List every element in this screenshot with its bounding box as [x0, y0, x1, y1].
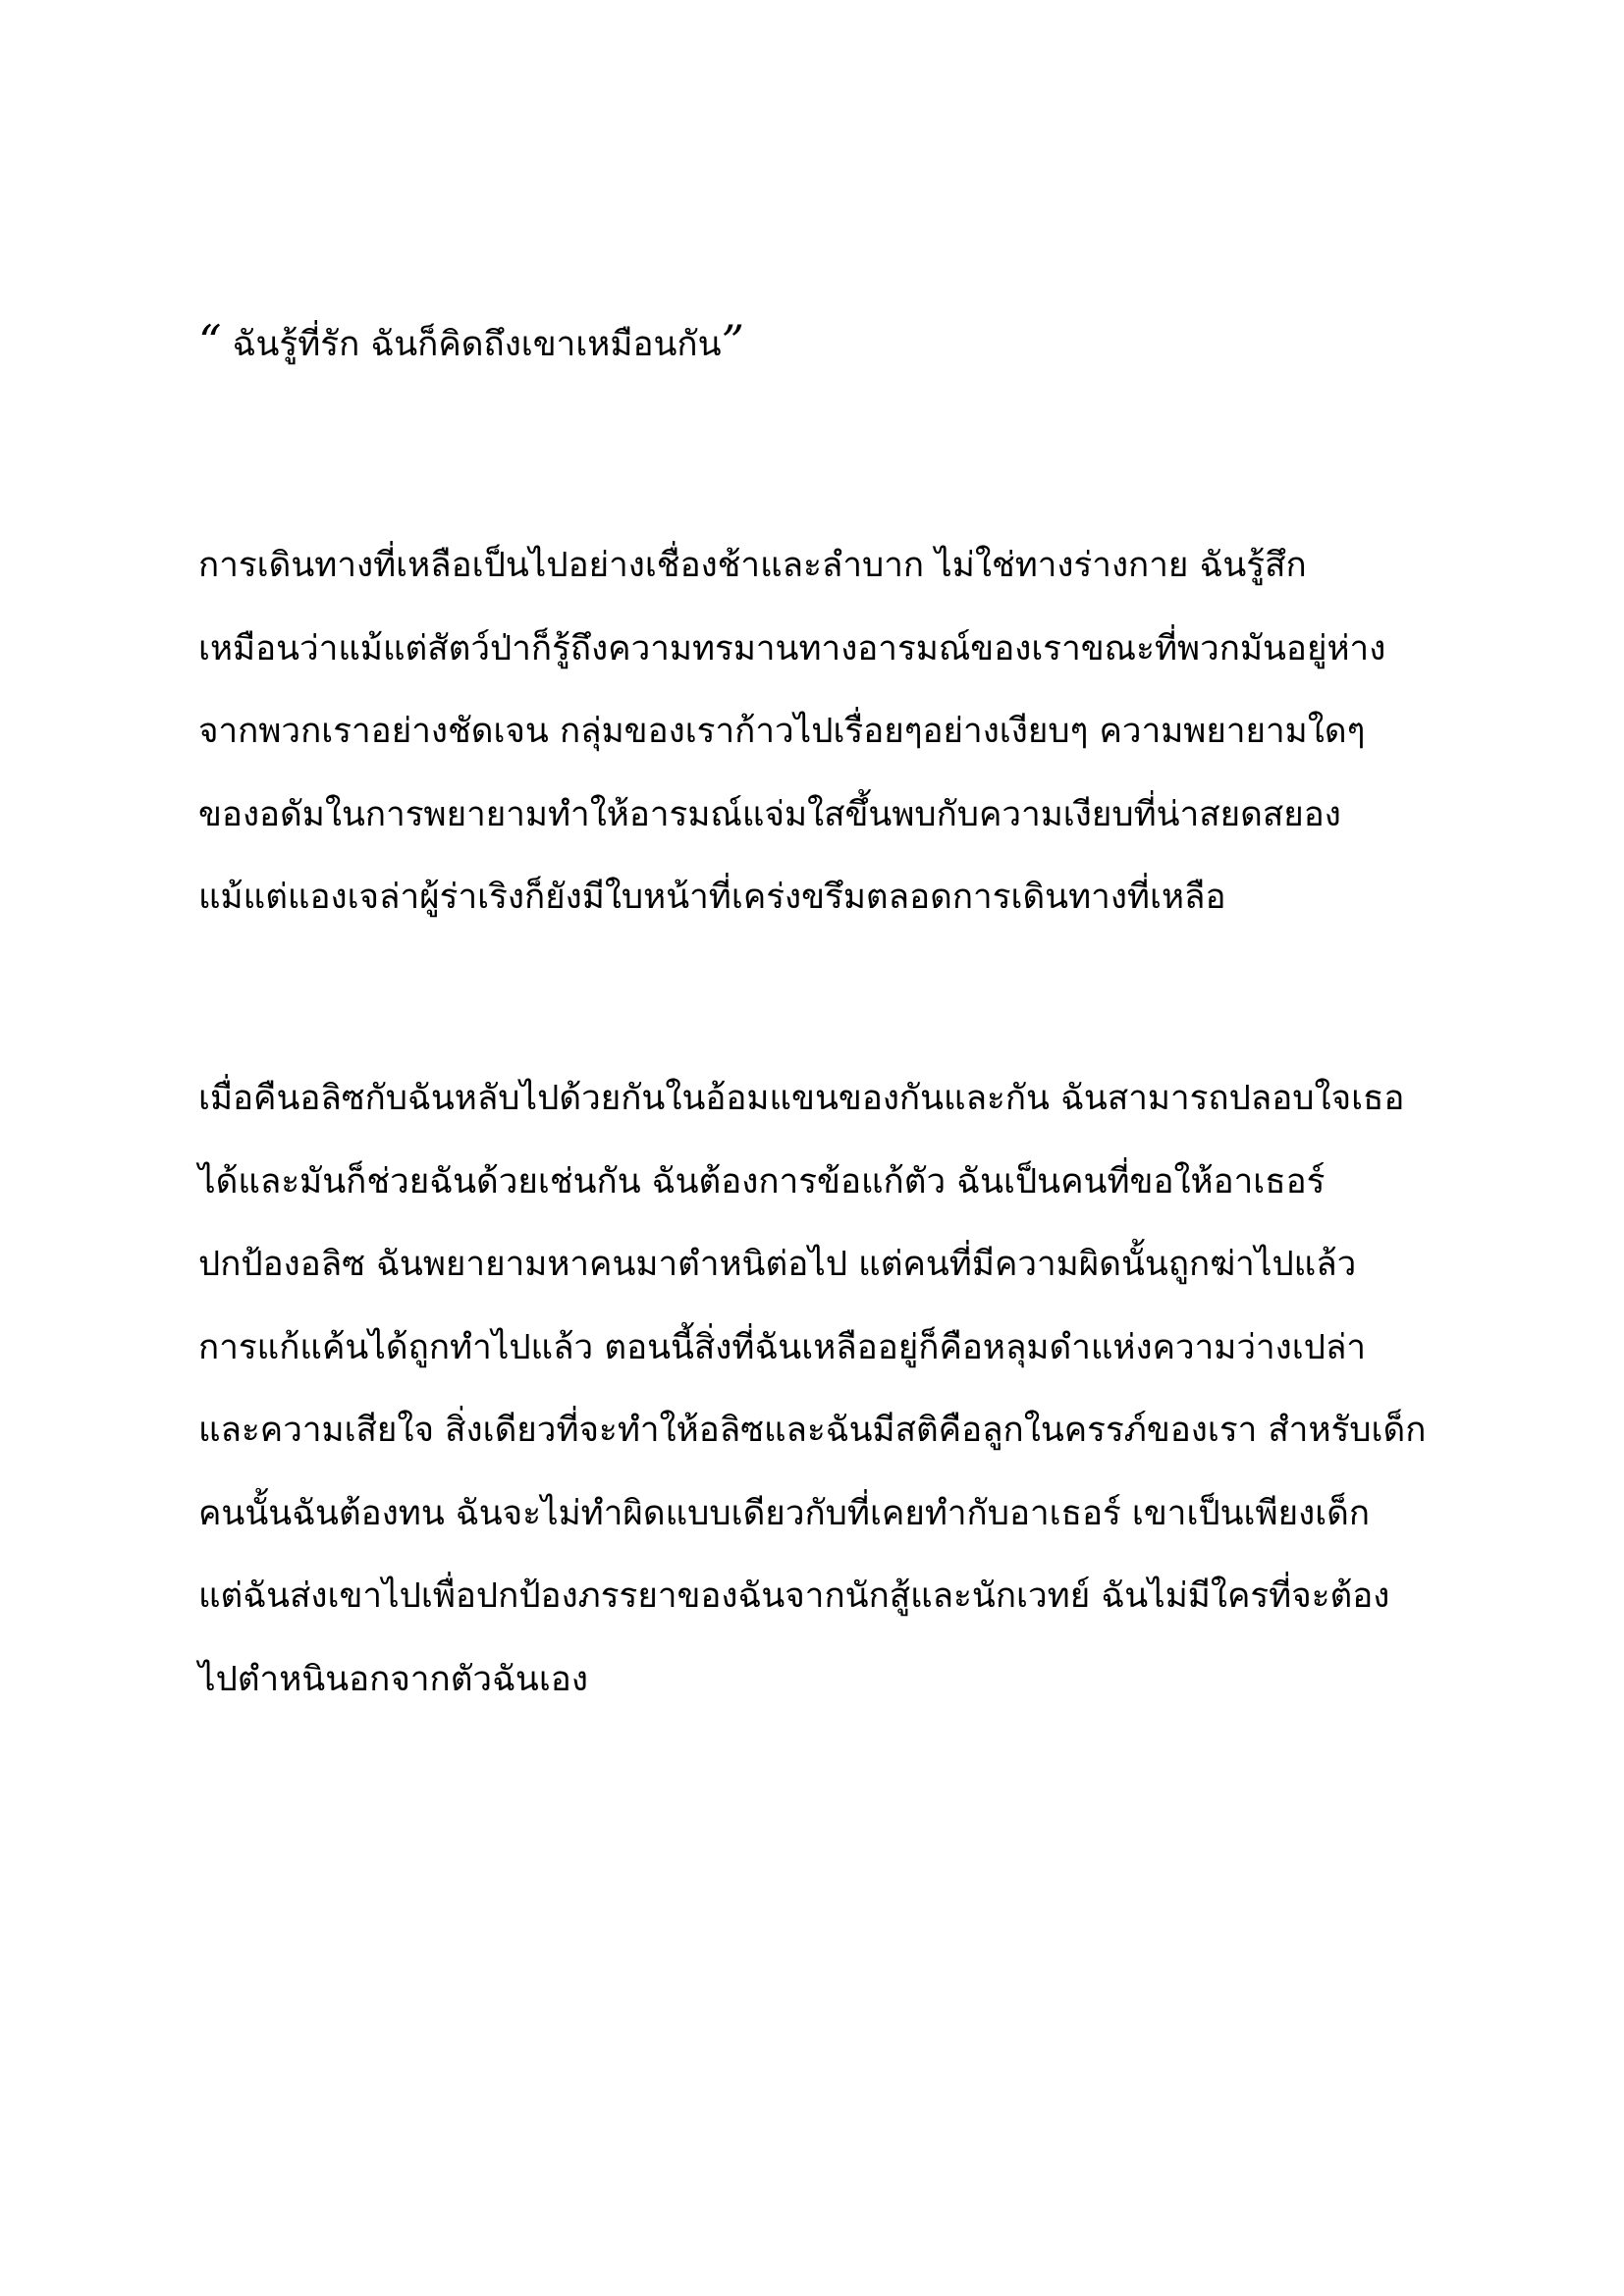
dialogue-line [198, 302, 744, 384]
paragraph-line: ไปตำหนินอกจากตัวฉันเอง [198, 1659, 588, 1699]
open-quote-mark: “ [198, 315, 222, 368]
paragraph-line: แต่ฉันส่งเขาไปเพื่อปกป้องภรรยาของฉันจากนักสู้และนักเวทย์ ฉันไม่มีใครที่จะต้อง [198, 1576, 1390, 1616]
paragraph-line: แม้แต่แองเจล่าผู้ร่าเริงก็ยังมีใบหน้าที่เคร่งขรึมตลอดการเดินทางที่เหลือ [198, 878, 1226, 917]
paragraph-line: การเดินทางที่เหลือเป็นไปอย่างเชื่องช้าและลำบาก ไม่ใช่ทางร่างกาย ฉันรู้สึก [198, 546, 1307, 585]
paragraph-line: คนนั้นฉันต้องทน ฉันจะไม่ทำผิดแบบเดียวกับที่เคยทำกับอาเธอร์ เขาเป็นเพียงเด็ก [198, 1493, 1371, 1533]
paragraph-line: ได้และมันก็ช่วยฉันด้วยเช่นกัน ฉันต้องการข้อแก้ตัว ฉันเป็นคนที่ขอให้อาเธอร์ [198, 1161, 1326, 1201]
paragraph-1 [198, 524, 1475, 939]
paragraph-line: เหมือนว่าแม้แต่สัตว์ป่าก็รู้ถึงความทรมานทางอารมณ์ของเราขณะที่พวกมันอยู่ห่าง [198, 628, 1386, 668]
dialogue-text: ฉันรู้ที่รัก ฉันก็คิดถึงเขาเหมือนกัน [221, 325, 722, 364]
paragraph-line: ของอดัมในการพยายามทำให้อารมณ์แจ่มใสขึ้นพบกับความเงียบที่น่าสยดสยอง [198, 794, 1341, 834]
paragraph-line: จากพวกเราอย่างชัดเจน กลุ่มของเราก้าวไปเรื่อยๆอย่างเงียบๆ ความพยายามใดๆ [198, 712, 1366, 751]
close-quote-mark: ” [721, 315, 745, 368]
paragraph-2 [198, 1057, 1475, 1721]
paragraph-line: ปกป้องอลิซ ฉันพยายามหาคนมาตำหนิต่อไป แต่คนที่มีความผิดนั้นถูกฆ่าไปแล้ว [198, 1245, 1357, 1284]
paragraph-line: การแก้แค้นได้ถูกทำไปแล้ว ตอนนี้สิ่งที่ฉันเหลืออยู่ก็คือหลุมดำแห่งความว่างเปล่า [198, 1327, 1367, 1367]
paragraph-line: เมื่อคืนอลิซกับฉันหลับไปด้วยกันในอ้อมแขนของกันและกัน ฉันสามารถปลอบใจเธอ [198, 1079, 1405, 1118]
paragraph-line: และความเสียใจ สิ่งเดียวที่จะทำให้อลิซและฉันมีสติคือลูกในครรภ์ของเรา สำหรับเด็ก [198, 1411, 1427, 1450]
